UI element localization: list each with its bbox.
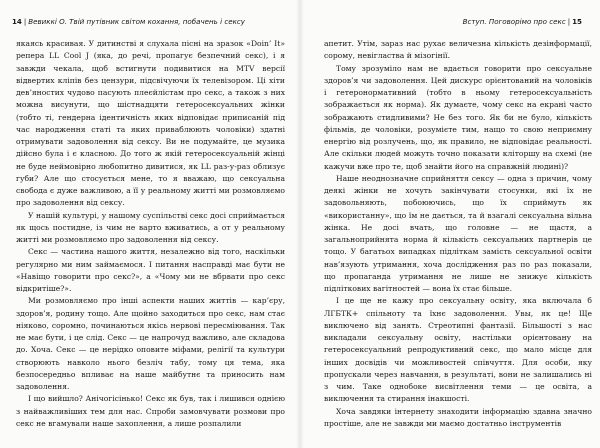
right-running-title: Вступ. Поговорімо про секс (462, 17, 566, 26)
right-paragraph-4: І це ще не кажу про сексуальну освіту, яка включала б ЛГБТК+ спільноту та їхнє задоволення. Увы, як це! Ще виключено від занять. Стреотипні фантазії. Більшості з нас викладали сексуальну освіту, настільки орієнтовану на гетеросексуальний репродуктивний секс, що мало місце для інших досвідів чи можливостей співчуття. Для особи, яку пропускали через навчання, в результаті, вони не залишались ні з чим. Таке однобоке висвітлення теми — це освіта, а виключення та стирання інакшості. (324, 296, 592, 404)
right-paragraph-3: Наше неоднозначне сприйняття сексу — одна з причин, чому деякі жінки не хочуть закінчувати стосунки, які їх не задовольняють, побоюючись, що їх сприймуть як «використанну», що їм не дається, та й взагалі сексуальна вільна жінка. Не досі вчать, що головне — не щастя, а загальноприйнята норма й кількість сексуальних партнерів це тощо. У багатьох випадках підліткам замість сексуальної освіти нав’язують утримання, хоча дослідження раз по раз показали, що пропаганда утримання не лише не знижує кількість підліткових вагітностей — вона їх стає більше. (324, 173, 592, 293)
right-page-body (324, 38, 592, 430)
left-page-number: 14 (12, 17, 22, 26)
left-header-separator: | (23, 17, 27, 26)
left-paragraph-5: І що вийшло? Анічогісінько! Секс як був, так і лишився однією з найважливіших тем для нас. Спроби замовчувати розмови про секс не вгамували наше захоплення, а лише розпалили (16, 394, 285, 428)
right-paragraph-1: апетит. Утім, зараз нас рухає величезна кількість дезінформації, сорому, невігластва й мізогінії. (324, 39, 592, 61)
left-running-header (12, 17, 245, 27)
right-paragraph-5: Хоча завдяки інтернету знаходити інформацію здавна значно простіше, але не завжди ми маємо достатньо інструментів (324, 406, 592, 428)
right-running-header (463, 17, 582, 27)
right-page-number: 15 (572, 17, 582, 26)
right-paragraph-2: Тому зрозуміло нам не вдається говорити про сексуальне здоров’я чи задоволення. Цей дискурс орієнтований на чоловіків і гетеронормативний (тобто в ньому гетеросексуальність зображається як норма). Як думаєте, чому секс на екрані часто зображають стидливими? Не без того. Як би не було, кількість фільмів, де чоловіки, розумієте тим, нащо то свою неприємну енергію від розлучень, що, як правило, не відповідає реальності. Але скільки людей можуть точно показати кліторшу на схемі (не кажучи вже про те, щоб знайти його на справжній людині)? (324, 63, 592, 171)
left-paragraph-2: У нашій культурі, у нашому суспільстві секс досі сприймається як щось постидне, із чим не варто вживатись, а от у реальному житті ми розмовляємо про задоволення від сексу. (16, 210, 285, 244)
left-page-body (16, 38, 285, 430)
right-page (300, 0, 600, 448)
left-paragraph-1: якаясь красивая. У дитинстві я слухала пісні на зразок «Doin’ It» репера LL Cool J (яка, до речі, пропагує безпечний секс), і я завжди чекала, щоб встигнути подивитися на MTV версії відвертих кліпів без цензури, підсвічуючи їх телевізором. Ці хіти дев’яностих чудово пасують плеєйлістам про секс, а також з них можна висунути, що шістнадцяти гетеросексуальних жінки (тобто ті, гендерна ідентичність яких відповідає приписаній під час народження статі та яких приваблюють чоловіки) здатні отримувати задоволення від сексу. Ви не подумайте, це музика дійсно була і є класною. До того ж якій гетеросексуальній жінці не буде неймовірно любопитно дивитися, як LL раз-у-раз облизує губи? Але що стосується мене, то я вважаю, що сексуальна свобода є дуже важливою, а її у реальному житті ми розмовляємо про задоволення від сексу. (16, 39, 285, 208)
left-paragraph-4: Ми розмовляємо про інші аспекти наших життів — кар’єру, здоров’я, родину тощо. Але щойно заходиться про секс, нам стає ніяково, соромно, починаються якісь нервові пересміювання. Так не має бути, і це слід. Секс — це напрочуд важливо, але складова до. Хоча. Секс — це нерідко оповите міфами, релігії та культури створюють навколо нього безліч табу, тому ця тема, яка безпосередньо впливає на наше майбутнє та приносить нам задоволення. (16, 296, 285, 391)
left-paragraph-3: Секс — частина нашого життя, незалежно від того, наскільки регулярно ми ним займаємося. І питання насправді має бути не «Навіщо говорити про секс?», а «Чому ми не вбрвати про секс відкритіше?». (16, 247, 285, 293)
left-running-title: Вевиккі О. Твій путівник світом кохання, побачень і сексу (28, 17, 245, 26)
right-header-separator: | (567, 17, 571, 26)
